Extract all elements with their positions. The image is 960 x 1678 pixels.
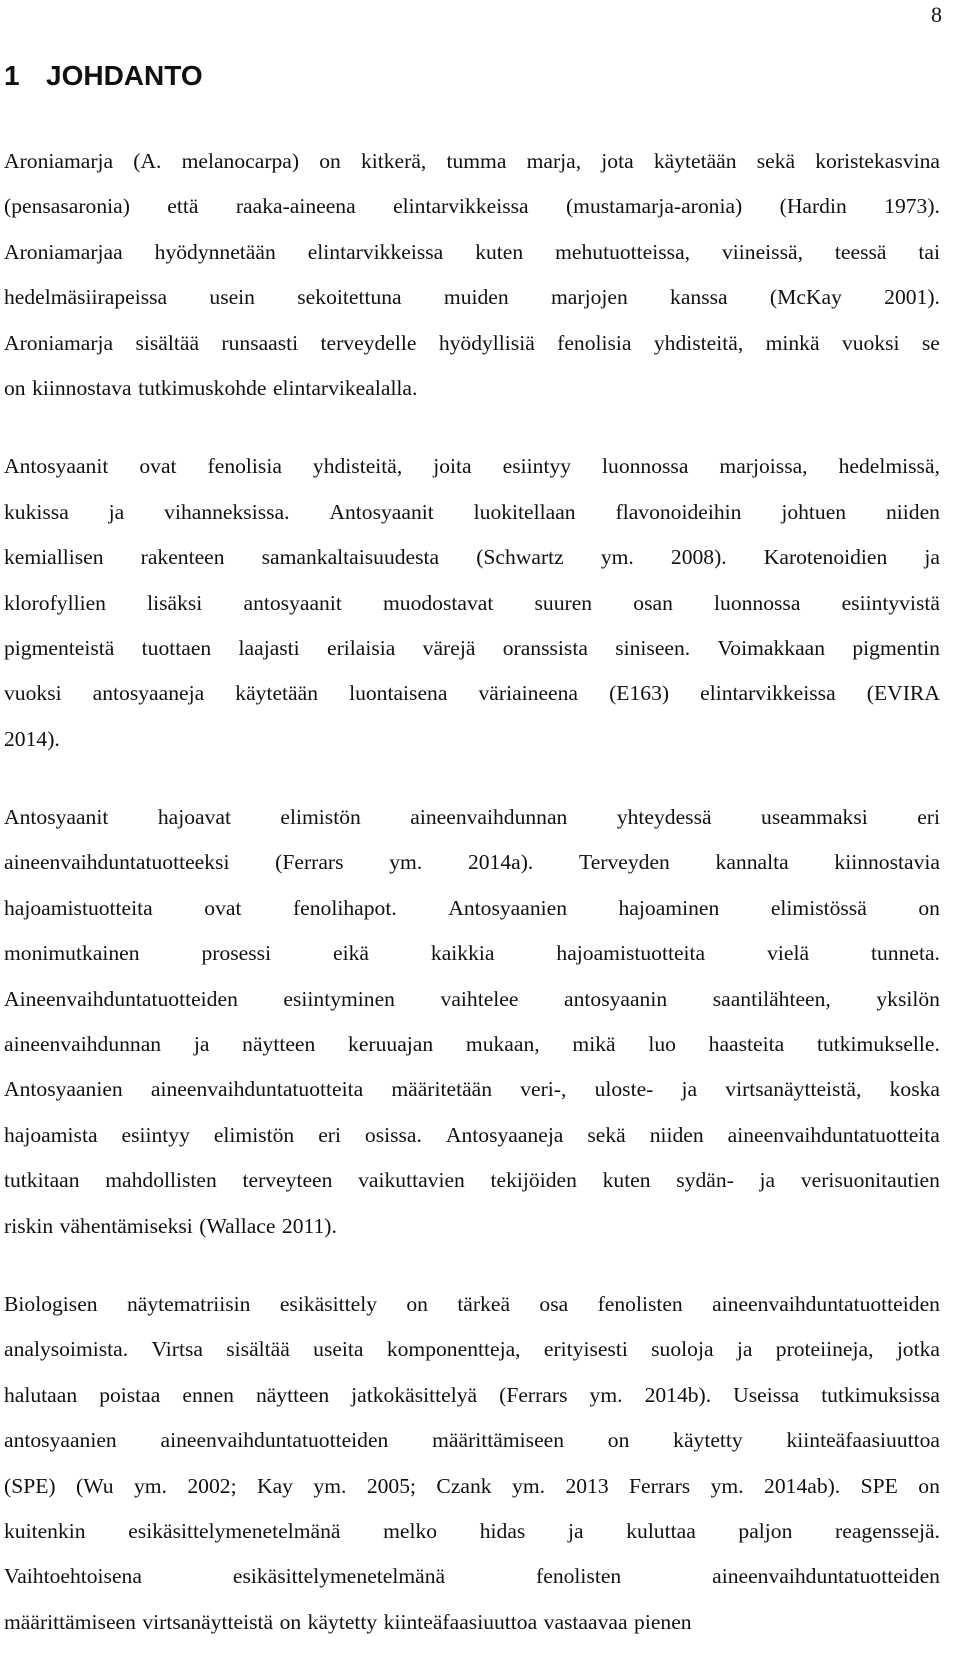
text-line: Aineenvaihduntatuotteiden esiintyminen vaihtelee antosyaanin saantilähteen, yksilön — [4, 986, 940, 1011]
text-line: Biologisen näytematriisin esikäsittely on tärkeä osa fenolisten aineenvaihduntatuotteiden — [4, 1291, 940, 1316]
text-line: tutkitaan mahdollisten terveyteen vaikuttavien tekijöiden kuten sydän- ja verisuonitautien — [4, 1168, 940, 1193]
paragraph — [4, 139, 940, 411]
paragraph — [4, 444, 940, 762]
page-number: 8 — [931, 2, 942, 27]
text-line: kuitenkin esikäsittelymenetelmänä melko hidas ja kuluttaa paljon reagenssejä. — [4, 1518, 940, 1543]
text-line: analysoimista. Virtsa sisältää useita komponentteja, erityisesti suoloja ja proteiineja, jotka — [4, 1337, 940, 1362]
paragraph — [4, 1282, 940, 1645]
text-line: on kiinnostava tutkimuskohde elintarvikealalla. — [4, 375, 418, 400]
chapter-heading — [4, 60, 203, 92]
text-line: aineenvaihduntatuotteeksi (Ferrars ym. 2014a). Terveyden kannalta kiinnostavia — [4, 850, 940, 875]
text-line: aineenvaihdunnan ja näytteen keruuajan mukaan, mikä luo haasteita tutkimukselle. — [4, 1032, 940, 1057]
text-line: (SPE) (Wu ym. 2002; Kay ym. 2005; Czank ym. 2013 Ferrars ym. 2014ab). SPE on — [4, 1473, 940, 1498]
text-line: riskin vähentämiseksi (Wallace 2011). — [4, 1213, 337, 1238]
text-line: Aroniamarja (A. melanocarpa) on kitkerä, tumma marja, jota käytetään sekä koristekasvina — [4, 149, 940, 173]
text-line: kukissa ja vihanneksissa. Antosyaanit luokitellaan flavonoideihin johtuen niiden — [4, 499, 940, 524]
text-line: Aroniamarjaa hyödynnetään elintarvikkeissa kuten mehutuotteissa, viineissä, teessä tai — [4, 239, 940, 264]
text-line: hajoamistuotteita ovat fenolihapot. Antosyaanien hajoaminen elimistössä on — [4, 895, 940, 920]
text-line: Aroniamarja sisältää runsaasti terveydelle hyödyllisiä fenolisia yhdisteitä, minkä vuoksi se — [4, 330, 940, 355]
text-line: hajoamista esiintyy elimistön eri osissa. Antosyaaneja sekä niiden aineenvaihduntatuotteita — [4, 1122, 940, 1147]
text-line: halutaan poistaa ennen näytteen jatkokäsittelyä (Ferrars ym. 2014b). Useissa tutkimuksissa — [4, 1382, 940, 1407]
text-line: antosyaanien aineenvaihduntatuotteiden määrittämiseen on käytetty kiinteäfaasiuuttoa — [4, 1428, 940, 1453]
body-text — [4, 139, 940, 1678]
text-line: 2014). — [4, 726, 60, 751]
text-line: Antosyaanit hajoavat elimistön aineenvaihdunnan yhteydessä useammaksi eri — [4, 805, 940, 830]
text-line: (pensasaronia) että raaka-aineena elintarvikkeissa (mustamarja-aronia) (Hardin 1973). — [4, 194, 940, 219]
text-line: hedelmäsiirapeissa usein sekoitettuna muiden marjojen kanssa (McKay 2001). — [4, 285, 940, 310]
text-line: kemiallisen rakenteen samankaltaisuudesta (Schwartz ym. 2008). Karotenoidien ja — [4, 545, 940, 570]
text-line: monimutkainen prosessi eikä kaikkia hajoamistuotteita vielä tunneta. — [4, 941, 940, 966]
text-line: Antosyaanien aineenvaihduntatuotteita määritetään veri-, uloste- ja virtsanäytteistä, koska — [4, 1077, 940, 1102]
text-line: klorofyllien lisäksi antosyaanit muodostavat suuren osan luonnossa esiintyvistä — [4, 590, 940, 615]
text-line: Vaihtoehtoisena esikäsittelymenetelmänä fenolisten aineenvaihduntatuotteiden — [4, 1564, 940, 1589]
text-line: Antosyaanit ovat fenolisia yhdisteitä, joita esiintyy luonnossa marjoissa, hedelmissä, — [4, 454, 940, 479]
chapter-number: 1 — [4, 60, 20, 91]
text-line: pigmenteistä tuottaen laajasti erilaisia värejä oranssista siniseen. Voimakkaan pigmentin — [4, 635, 940, 660]
text-line: vuoksi antosyaaneja käytetään luontaisena väriaineena (E163) elintarvikkeissa (EVIRA — [4, 681, 940, 706]
paragraph — [4, 795, 940, 1249]
text-line: määrittämiseen virtsanäytteistä on käytetty kiinteäfaasiuuttoa vastaavaa pienen — [4, 1609, 692, 1634]
chapter-title: JOHDANTO — [46, 60, 203, 91]
